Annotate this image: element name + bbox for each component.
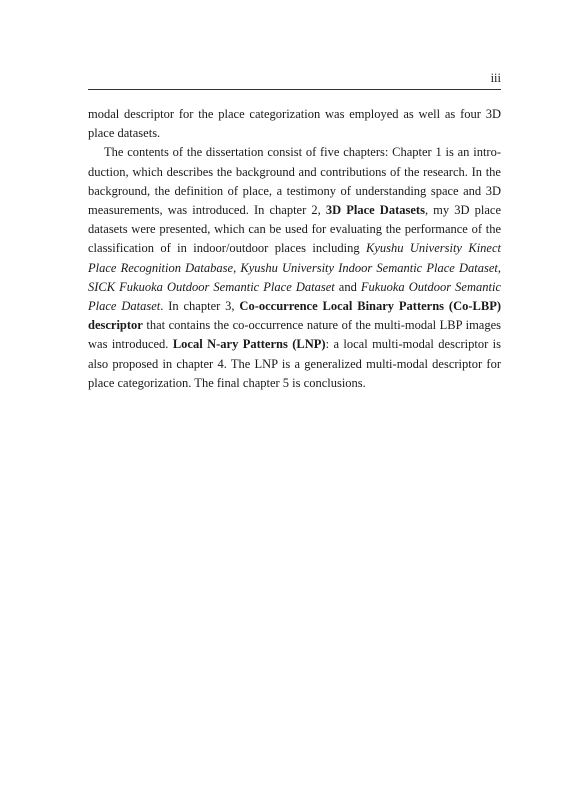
text-run: and xyxy=(334,279,361,294)
text-run: , xyxy=(497,260,501,275)
dataset-name-indoor: Kyushu University Indoor Semantic Place Dataset xyxy=(240,260,498,275)
paragraph-2 xyxy=(88,143,501,393)
bold-term-co-lbp: Co-occurrence Local Binary Patterns (Co-LBP) descriptor xyxy=(88,299,501,333)
text-run: , xyxy=(233,260,241,275)
text-run: The contents of the dissertation consist of five chapters: Chapter 1 is an introduction, which describes the background and contributions of the research. In the background, the definition of place, a testimony of understanding space and 3D measurements, was introduced. In chapter 2, xyxy=(88,145,501,218)
bold-term-lnp: Local N-ary Patterns (LNP) xyxy=(172,337,326,352)
page-number: iii xyxy=(490,71,501,85)
text-run: that contains the co-occurrence nature of the multi-modal LBP images was introduced. xyxy=(88,318,501,352)
dataset-name-sick-outdoor: SICK Fukuoka Outdoor Semantic Place Dataset xyxy=(88,279,335,294)
header-rule xyxy=(88,89,501,90)
dataset-name-fukuoka-outdoor: Fukuoka Outdoor Semantic Place Dataset xyxy=(88,279,501,314)
dataset-name-kinect: Kyushu University Kinect Place Recognition Database xyxy=(88,241,501,275)
text-run: : a local multi-modal descriptor is also proposed in chapter 4. The LNP is a generalized multi-modal descriptor for place categorization. The final chapter 5 is conclusions. xyxy=(88,337,502,390)
paragraph-1: modal descriptor for the place categorization was employed as well as four 3D place datasets. xyxy=(88,107,501,141)
body-text xyxy=(88,105,501,393)
bold-term-3d-place-datasets: 3D Place Datasets xyxy=(325,203,425,218)
text-run: . In chapter 3, xyxy=(160,299,240,314)
text-run: , my 3D place datasets were presented, which can be used for evaluating the performance of the classification of in indoor/outdoor places including xyxy=(88,203,501,256)
